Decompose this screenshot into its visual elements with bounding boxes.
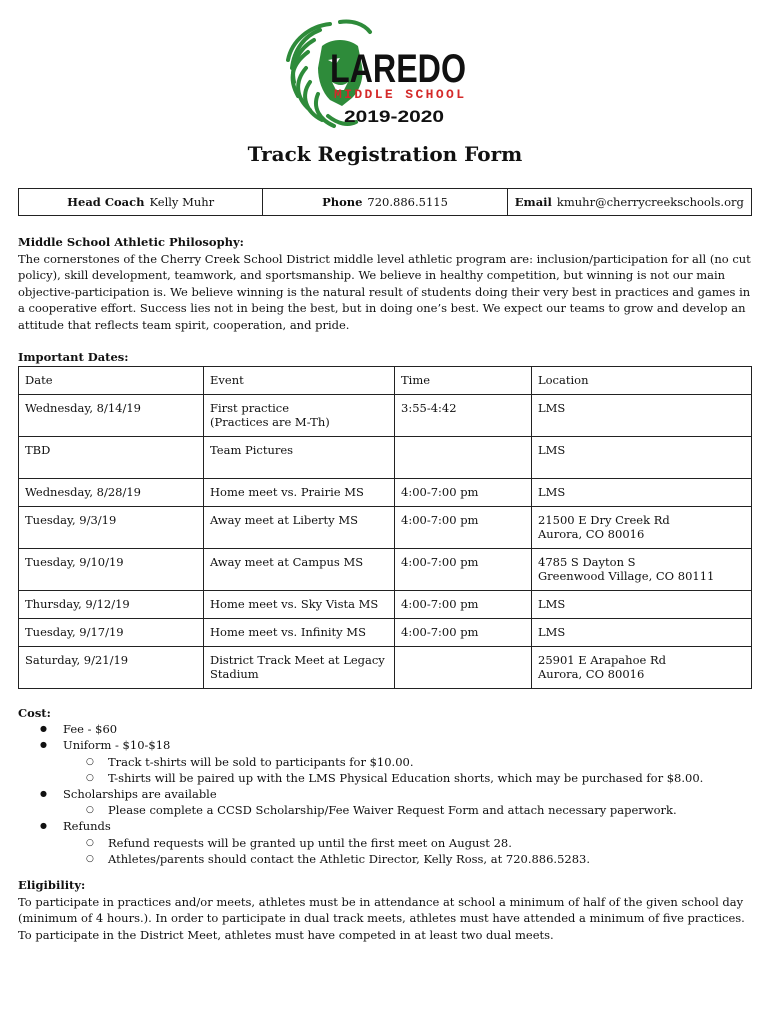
cost-item xyxy=(18,818,752,834)
date-cell-line: Tuesday, 9/3/19 xyxy=(25,513,117,527)
location-cell xyxy=(532,591,752,619)
time-cell xyxy=(395,591,532,619)
event-cell xyxy=(204,437,395,479)
table-row xyxy=(19,479,752,507)
event-cell xyxy=(204,591,395,619)
coach-cell xyxy=(19,189,263,215)
time-cell-line: 4:00-7:00 pm xyxy=(401,555,479,569)
date-cell-line: Tuesday, 9/10/19 xyxy=(25,555,124,569)
date-cell xyxy=(19,647,204,689)
date-cell xyxy=(19,479,204,507)
cost-subitem: ○ Athletes/parents should contact the Athletic Director, Kelly Ross, at 720.886.5283. xyxy=(63,851,752,867)
date-cell-line: Wednesday, 8/28/19 xyxy=(25,485,141,499)
time-cell xyxy=(395,395,532,437)
cost-item-text: Uniform - $10-$18 xyxy=(63,738,171,753)
location-cell-line: LMS xyxy=(538,597,566,611)
cost-subitem: ○ T-shirts will be paired up with the LMS Physical Education shorts, which may be purchased for $8.00. xyxy=(63,770,752,786)
dates-table xyxy=(18,366,752,689)
cost-sublist xyxy=(18,802,752,818)
cost-item-text: Scholarships are available xyxy=(63,787,217,802)
date-cell-line: Tuesday, 9/17/19 xyxy=(25,625,124,639)
logo-school-subtitle: MIDDLE SCHOOL xyxy=(334,87,464,102)
location-cell xyxy=(532,619,752,647)
time-cell-line: 3:55-4:42 xyxy=(401,401,457,415)
school-logo xyxy=(270,16,470,131)
cost-subitems xyxy=(18,754,752,786)
event-cell xyxy=(204,507,395,549)
page-title: Track Registration Form xyxy=(247,142,523,166)
date-cell-line: Wednesday, 8/14/19 xyxy=(25,401,141,415)
location-cell-line: Aurora, CO 80016 xyxy=(538,526,645,541)
event-cell xyxy=(204,395,395,437)
location-cell-line: Greenwood Village, CO 80111 xyxy=(538,568,715,583)
eligibility-section xyxy=(18,877,752,943)
header-location: Location xyxy=(532,367,752,395)
philosophy-text: The cornerstones of the Cherry Creek School District middle level athletic program are: inclusion/participation for all (no cut policy), skill development, teamwork, and sportsmanship. We believe in healthy competition, but winning is not our main objective-participation is. We believe winning is the natural result of students doing their very best in practices and games in a cooperative effort. Success lies not in being the best, but in doing one’s best. We expect our teams to grow and develop an attitude that reflects team spirit, cooperation, and pride. xyxy=(18,251,751,332)
time-cell-line: 4:00-7:00 pm xyxy=(401,485,479,499)
location-cell-line: LMS xyxy=(538,485,566,499)
header-date: Date xyxy=(19,367,204,395)
table-row xyxy=(19,549,752,591)
header-time: Time xyxy=(395,367,532,395)
event-cell-line: Home meet vs. Sky Vista MS xyxy=(210,597,379,611)
event-cell-line: Away meet at Liberty MS xyxy=(210,513,358,527)
eligibility-text: To participate in practices and/or meets, athletes must be in attendance at school a minimum of half of the given school day (minimum of 4 hours.). In order to participate in dual track meets, athletes must have attended a minimum of five practices. To participate in the District Meet, athletes must have competed in at least two dual meets. xyxy=(18,894,745,942)
logo-year: 2019-2020 xyxy=(344,107,444,126)
time-cell xyxy=(395,479,532,507)
cost-list xyxy=(18,721,752,867)
event-cell-line: Away meet at Campus MS xyxy=(210,555,364,569)
event-cell-line: Home meet vs. Infinity MS xyxy=(210,625,366,639)
lion-head-icon xyxy=(270,16,470,131)
event-cell xyxy=(204,549,395,591)
date-cell xyxy=(19,507,204,549)
time-cell-line: 4:00-7:00 pm xyxy=(401,513,479,527)
date-cell-line: TBD xyxy=(25,443,51,457)
cost-section xyxy=(18,705,752,867)
date-cell xyxy=(19,437,204,479)
email-cell xyxy=(508,189,751,215)
dates-heading: Important Dates: xyxy=(18,350,129,364)
event-cell xyxy=(204,647,395,689)
event-cell xyxy=(204,479,395,507)
time-cell xyxy=(395,507,532,549)
table-row xyxy=(19,507,752,549)
table-row xyxy=(19,647,752,689)
cost-item xyxy=(18,786,752,802)
time-cell xyxy=(395,619,532,647)
location-cell xyxy=(532,479,752,507)
event-cell-line: Team Pictures xyxy=(210,443,294,457)
location-cell xyxy=(532,507,752,549)
location-cell xyxy=(532,437,752,479)
cost-subitem: ○ Track t-shirts will be sold to participants for $10.00. xyxy=(63,754,752,770)
cost-item-text: Refunds xyxy=(63,819,111,834)
event-cell-line: First practice xyxy=(210,401,290,415)
email-label: Email xyxy=(514,195,552,209)
time-cell xyxy=(395,437,532,479)
time-cell-line: 4:00-7:00 pm xyxy=(401,625,479,639)
date-cell xyxy=(19,549,204,591)
phone-cell xyxy=(263,189,507,215)
cost-heading: Cost: xyxy=(18,706,51,720)
header-event: Event xyxy=(204,367,395,395)
coach-value: Kelly Muhr xyxy=(149,195,215,209)
location-cell-line: 21500 E Dry Creek Rd xyxy=(538,513,670,527)
table-row xyxy=(19,437,752,479)
philosophy-heading: Middle School Athletic Philosophy: xyxy=(18,235,244,249)
date-cell xyxy=(19,619,204,647)
event-cell-line: Stadium xyxy=(210,666,259,681)
phone-label: Phone xyxy=(322,195,363,209)
table-header-row xyxy=(19,367,752,395)
location-cell-line: 4785 S Dayton S xyxy=(538,555,636,569)
event-cell xyxy=(204,619,395,647)
time-cell xyxy=(395,647,532,689)
date-cell-line: Saturday, 9/21/19 xyxy=(25,653,129,667)
location-cell xyxy=(532,395,752,437)
event-cell-line: Home meet vs. Prairie MS xyxy=(210,485,364,499)
cost-sublist xyxy=(18,754,752,786)
location-cell xyxy=(532,549,752,591)
location-cell-line: LMS xyxy=(538,443,566,457)
time-cell-line: 4:00-7:00 pm xyxy=(401,597,479,611)
time-cell xyxy=(395,549,532,591)
cost-sublist xyxy=(18,835,752,867)
event-cell-line: District Track Meet at Legacy xyxy=(210,653,385,667)
event-cell-line: (Practices are M-Th) xyxy=(210,414,330,429)
cost-item xyxy=(18,737,752,753)
cost-item-text: Fee - $60 xyxy=(63,722,118,737)
cost-subitem: ○ Please complete a CCSD Scholarship/Fee Waiver Request Form and attach necessary paperwork. xyxy=(63,802,752,818)
eligibility-heading: Eligibility: xyxy=(18,878,86,892)
cost-subitems xyxy=(18,802,752,818)
cost-subitems xyxy=(18,835,752,867)
date-cell xyxy=(19,395,204,437)
location-cell xyxy=(532,647,752,689)
table-row xyxy=(19,619,752,647)
date-cell-line: Thursday, 9/12/19 xyxy=(25,597,130,611)
table-row xyxy=(19,395,752,437)
contact-info xyxy=(18,188,752,216)
phone-value: 720.886.5115 xyxy=(367,195,448,209)
location-cell-line: LMS xyxy=(538,401,566,415)
email-value[interactable]: kmuhr@cherrycreekschools.org xyxy=(556,195,744,209)
cost-item xyxy=(18,721,752,737)
logo-school-name: LAREDO xyxy=(330,47,466,91)
table-row xyxy=(19,591,752,619)
location-cell-line: 25901 E Arapahoe Rd xyxy=(538,653,666,667)
location-cell-line: LMS xyxy=(538,625,566,639)
date-cell xyxy=(19,591,204,619)
dates-table-body xyxy=(19,395,752,689)
location-cell-line: Aurora, CO 80016 xyxy=(538,666,645,681)
cost-subitem: ○ Refund requests will be granted up until the first meet on August 28. xyxy=(63,835,752,851)
coach-label: Head Coach xyxy=(67,195,145,209)
philosophy-section xyxy=(18,234,752,334)
